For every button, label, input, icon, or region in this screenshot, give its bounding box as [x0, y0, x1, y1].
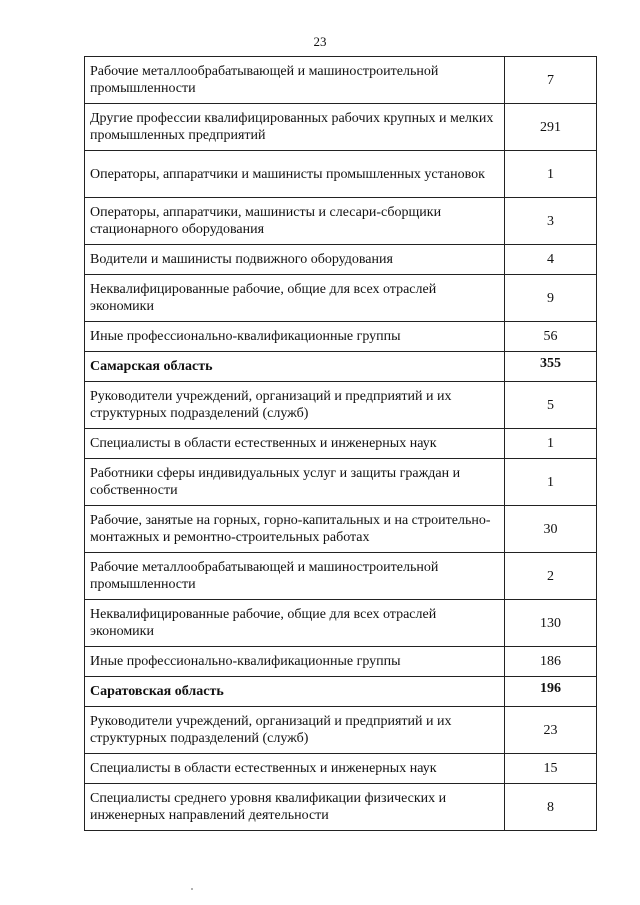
page-number: 23 — [313, 34, 327, 49]
count-value: 56 — [505, 322, 597, 352]
table-row — [85, 647, 597, 677]
occupation-label: Руководители учреждений, организаций и предприятий и их структурных подразделений (служб) — [85, 707, 505, 754]
occupation-table — [84, 56, 597, 831]
table-row — [85, 754, 597, 784]
occupation-label: Операторы, аппаратчики, машинисты и слесари-сборщики стационарного оборудования — [85, 198, 505, 245]
occupation-label: Работники сферы индивидуальных услуг и защиты граждан и собственности — [85, 459, 505, 506]
table-row — [85, 104, 597, 151]
occupation-label: Операторы, аппаратчики и машинисты промышленных установок — [85, 151, 505, 198]
table-row — [85, 506, 597, 553]
occupation-label: Рабочие, занятые на горных, горно-капитальных и на строительно-монтажных и ремонтно-строительных работах — [85, 506, 505, 553]
occupation-label: Неквалифицированные рабочие, общие для всех отраслей экономики — [85, 275, 505, 322]
occupation-label: Руководители учреждений, организаций и предприятий и их структурных подразделений (служб) — [85, 382, 505, 429]
occupation-label: Специалисты среднего уровня квалификации физических и инженерных направлений деятельности — [85, 784, 505, 831]
table-row — [85, 382, 597, 429]
count-value: 291 — [505, 104, 597, 151]
count-value: 23 — [505, 707, 597, 754]
table-row — [85, 245, 597, 275]
count-value: 30 — [505, 506, 597, 553]
occupation-label: Иные профессионально-квалификационные группы — [85, 322, 505, 352]
occupation-label: Специалисты в области естественных и инженерных наук — [85, 429, 505, 459]
region-label: Саратовская область — [85, 677, 505, 707]
occupation-label: Рабочие металлообрабатывающей и машиностроительной промышленности — [85, 553, 505, 600]
count-value: 130 — [505, 600, 597, 647]
region-row — [85, 677, 597, 707]
region-total: 355 — [505, 352, 597, 382]
table-row — [85, 459, 597, 506]
occupation-label: Неквалифицированные рабочие, общие для всех отраслей экономики — [85, 600, 505, 647]
table-row — [85, 600, 597, 647]
table-row — [85, 429, 597, 459]
region-total: 196 — [505, 677, 597, 707]
count-value: 2 — [505, 553, 597, 600]
count-value: 7 — [505, 57, 597, 104]
count-value: 1 — [505, 151, 597, 198]
count-value: 4 — [505, 245, 597, 275]
table-row — [85, 151, 597, 198]
occupation-label: Водители и машинисты подвижного оборудования — [85, 245, 505, 275]
count-value: 5 — [505, 382, 597, 429]
table-row — [85, 707, 597, 754]
region-label: Самарская область — [85, 352, 505, 382]
count-value: 1 — [505, 459, 597, 506]
occupation-label: Иные профессионально-квалификационные группы — [85, 647, 505, 677]
count-value: 9 — [505, 275, 597, 322]
scan-speck — [191, 888, 193, 890]
count-value: 8 — [505, 784, 597, 831]
table-row — [85, 322, 597, 352]
occupation-label: Рабочие металлообрабатывающей и машиностроительной промышленности — [85, 57, 505, 104]
table-row — [85, 784, 597, 831]
occupation-label: Специалисты в области естественных и инженерных наук — [85, 754, 505, 784]
occupation-label: Другие профессии квалифицированных рабочих крупных и мелких промышленных предприятий — [85, 104, 505, 151]
count-value: 186 — [505, 647, 597, 677]
count-value: 3 — [505, 198, 597, 245]
count-value: 15 — [505, 754, 597, 784]
count-value: 1 — [505, 429, 597, 459]
table-row — [85, 57, 597, 104]
table-row — [85, 198, 597, 245]
table-row — [85, 553, 597, 600]
region-row — [85, 352, 597, 382]
table-row — [85, 275, 597, 322]
